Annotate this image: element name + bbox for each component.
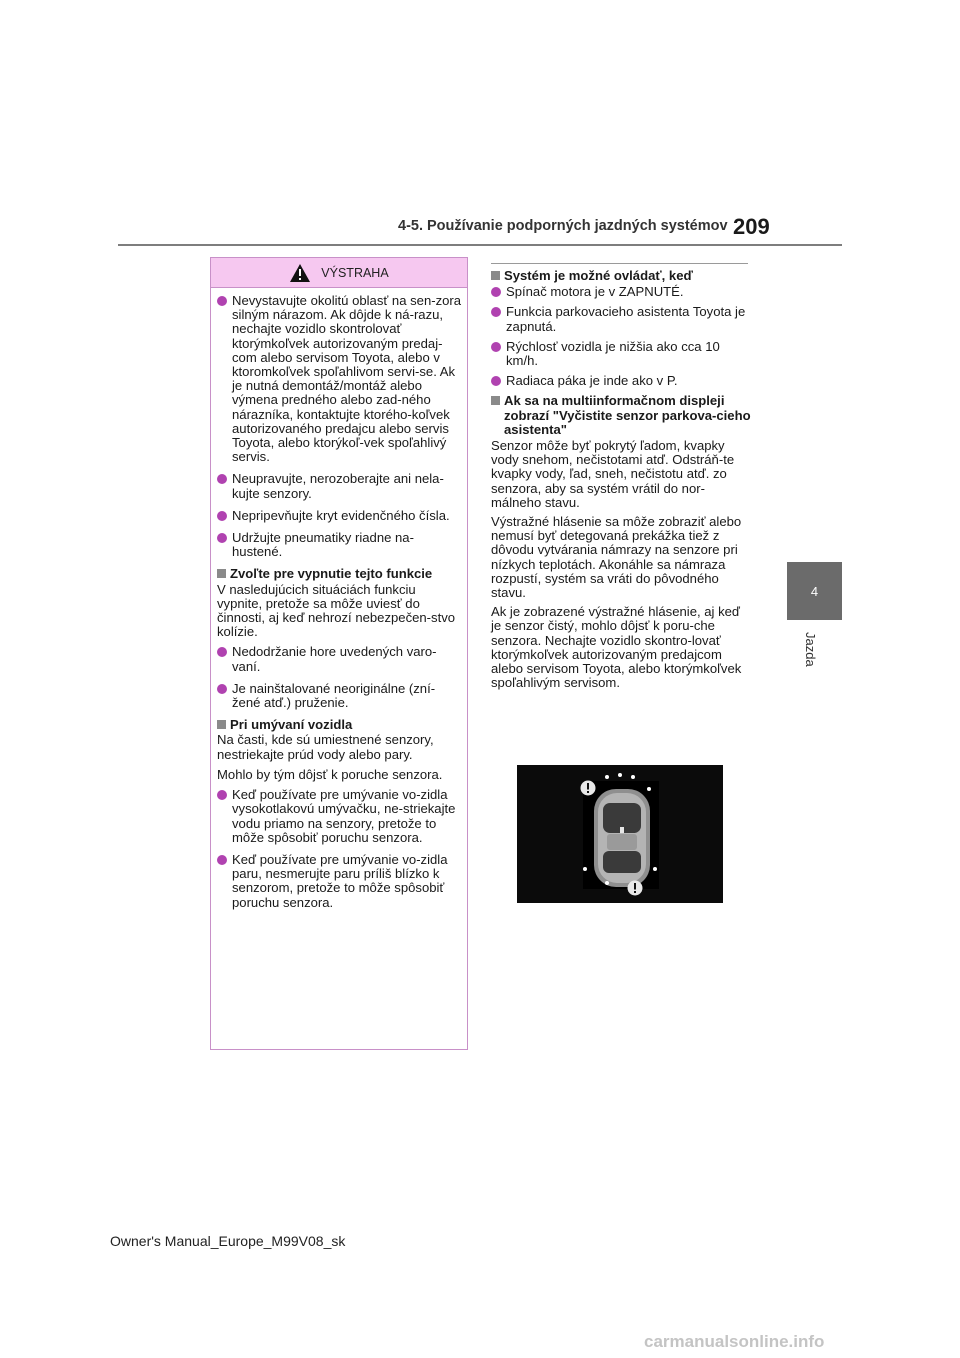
list-item [491, 374, 751, 388]
footer-document-id: Owner's Manual_Europe_M99V08_sk [110, 1233, 346, 1249]
list-item [217, 682, 463, 710]
list-item-text: Keď používate pre umývanie vo-zidla vysokotlakovú umývačku, ne-striekajte vodu priamo na senzory, pretože to môže spôsobiť poruchu senzora. [232, 787, 456, 845]
bullet-dot-icon [217, 855, 227, 865]
paragraph: Na časti, kde sú umiestnené senzory, nestriekajte prúd vody alebo pary. [217, 732, 434, 762]
bullet-dot-icon [217, 790, 227, 800]
list-item [217, 531, 463, 559]
chapter-tab [787, 562, 842, 620]
page-number: 209 [733, 214, 770, 239]
warning-body [211, 288, 467, 910]
list-item [491, 340, 751, 368]
section-heading-text: Pri umývaní vozidla [230, 717, 353, 733]
bullet-dot-icon [217, 533, 227, 543]
paragraph: Senzor môže byť pokrytý ľadom, kvapky vody snehom, nečistotami atď. Odstráň-te kvapky vody, ľad, sneh, nečistotu atď. zo senzora, aby sa systém vrátil do nor-málneho stavu. [491, 438, 735, 510]
bullet-dot-icon [217, 296, 227, 306]
square-bullet-icon [217, 720, 226, 729]
square-bullet-icon [491, 396, 500, 405]
list-item [217, 472, 463, 500]
chapter-label: Jazda [803, 632, 818, 667]
section-heading [217, 718, 463, 732]
section-heading [491, 394, 751, 437]
list-item [217, 509, 463, 523]
list-item-text: Rýchlosť vozidla je nižšia ako cca 10 km/h. [506, 338, 720, 369]
list-item [217, 294, 463, 464]
paragraph: Ak je zobrazené výstražné hlásenie, aj keď je senzor čistý, mohlo dôjsť k poru-che senzora. Nechajte vozidlo skontro-lovať ktorýmkoľvek autorizovaným predajcom alebo servisom Toyota, alebo ktorýmkoľvek spoľahlivým servisom. [491, 604, 742, 691]
warning-triangle-icon [289, 263, 311, 283]
header-divider [118, 244, 842, 246]
list-item-text: Keď používate pre umývanie vo-zidla paru, nesmerujte paru príliš blízko k senzorom, pretože to môže spôsobiť poruchu senzora. [232, 851, 448, 910]
bullet-dot-icon [491, 287, 501, 297]
bullet-dot-icon [491, 342, 501, 352]
list-item-text: Neupravujte, nerozoberajte ani nela-kujte senzory. [232, 471, 444, 501]
list-item [217, 788, 463, 845]
section-heading-text: Ak sa na multiinformačnom displeji zobrazí "Vyčistite senzor parkova-cieho asistenta" [504, 393, 751, 437]
list-item [491, 305, 751, 333]
section-heading [491, 269, 751, 283]
watermark: carmanualsonline.info [644, 1332, 825, 1351]
warning-title: VÝSTRAHA [321, 265, 389, 280]
bullet-dot-icon [217, 684, 227, 694]
warning-box [210, 257, 468, 1050]
list-item-text: Funkcia parkovacieho asistenta Toyota je zapnutá. [506, 304, 746, 334]
list-item [217, 645, 463, 673]
list-item-text: Udržujte pneumatiky riadne na-hustené. [232, 530, 414, 560]
paragraph: Výstražné hlásenie sa môže zobraziť alebo nemusí byť detegovaná prekážka tiež z dôvodu vytvárania námrazy na senzore pri nízkych teplotách. Akonáhle sa námraza rozpustí, systém sa vráti do pôvodného stavu. [491, 514, 742, 601]
square-bullet-icon [491, 271, 500, 280]
list-item-text: Nevystavujte okolitú oblasť na sen-zora silným nárazom. Ak dôjde k ná-razu, nechajte vozidlo skontrolovať ktorýmkoľvek autorizovaným predaj-com alebo servisom Toyota, alebo v ktoromkoľvek spoľahlivom servi-se. Ak je nutná demontáž/montáž alebo výmena predného alebo zad-ného nárazníka, kontaktujte ktorého-koľvek autorizovaného predajcu alebo servis Toyota, alebo ktorýkoľ-vek spoľahlivý servis. [232, 293, 462, 465]
section-heading [217, 567, 463, 581]
bullet-dot-icon [217, 511, 227, 521]
car-top-view-with-sensor-warning-icons [517, 765, 723, 903]
page-header-title: 4-5. Používanie podporných jazdných systémov [398, 218, 728, 234]
section-divider [491, 263, 748, 264]
square-bullet-icon [217, 569, 226, 578]
chapter-number: 4 [810, 583, 819, 599]
right-column [491, 263, 751, 695]
list-item-text: Je nainštalované neoriginálne (zní-žené atď.) pruženie. [232, 680, 436, 711]
section-heading-text: Systém je možné ovládať, keď [504, 268, 693, 283]
bullet-dot-icon [217, 647, 227, 657]
section-heading-text: Zvoľte pre vypnutie tejto funkcie [230, 566, 433, 582]
list-item [217, 853, 463, 910]
paragraph: Mohlo by tým dôjsť k poruche senzora. [217, 766, 443, 782]
list-item-text: Radiaca páka je inde ako v P. [506, 373, 678, 389]
list-item-text: Spínač motora je v ZAPNUTÉ. [506, 284, 684, 300]
list-item-text: Nedodržanie hore uvedených varo-vaní. [232, 644, 437, 674]
bullet-dot-icon [217, 474, 227, 484]
list-item [491, 285, 751, 299]
paragraph: V nasledujúcich situáciách funkciu vypnite, pretože sa môže uviesť do činnosti, aj keď nehrozí nebezpečen-stvo kolízie. [217, 581, 456, 640]
warning-header [211, 258, 467, 288]
bullet-dot-icon [491, 376, 501, 386]
bullet-dot-icon [491, 307, 501, 317]
list-item-text: Nepripevňujte kryt evidenčného čísla. [232, 507, 450, 523]
